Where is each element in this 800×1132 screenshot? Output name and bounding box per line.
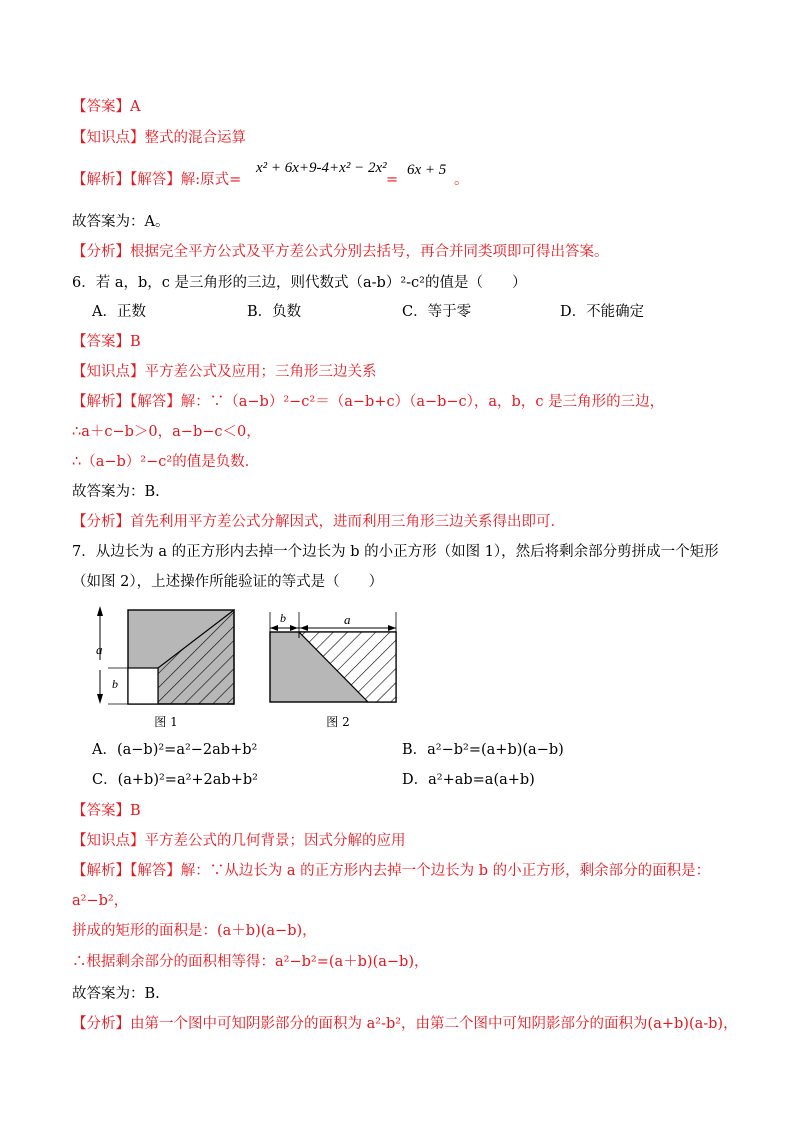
q7-knowledge-point xyxy=(72,831,406,851)
q6-option-b[interactable]: B．负数 xyxy=(247,304,302,320)
fig2-label-a: a xyxy=(344,612,351,627)
analysis-tag: 【解析】【解答】 xyxy=(72,394,181,410)
q5-knowledge-point xyxy=(72,128,246,148)
q5-expression-end: 。 xyxy=(454,172,469,188)
q6-option-d[interactable]: D．不能确定 xyxy=(560,304,645,320)
fig2-label-b: b xyxy=(280,611,286,625)
summary-text: 首先利用平方差公式分解因式，进而利用三角形三边关系得出即可． xyxy=(130,514,565,530)
fig1-arrow-down xyxy=(97,694,103,704)
q7-stem-line-2: （如图 2），上述操作所能验证的等式是（ ） xyxy=(72,574,384,590)
q6-answer xyxy=(72,332,141,352)
q6-analysis xyxy=(72,392,664,412)
q7-conclusion: 故答案为：B. xyxy=(72,986,160,1002)
q5-analysis xyxy=(72,170,241,190)
fig1-caption: 图 1 xyxy=(154,715,178,729)
q7-analysis-line-2: a²−b²， xyxy=(72,893,129,909)
q6-stem: 6．若 a，b，c 是三角形的三边，则代数式（a-b）²-c²的值是（ ） xyxy=(72,275,527,291)
analysis-text: 解：∵从边长为 a 的正方形内去掉一个边长为 b 的小正方形，剩余部分的面积是： xyxy=(180,863,711,879)
q6-analysis-line-2: ∴a＋c−b＞0，a−b−c＜0， xyxy=(72,424,261,440)
summary-text: 由第一个图中可知阴影部分的面积为 a²-b²，由第二个图中可知阴影部分的面积为(a+b)(a-b)， xyxy=(130,1016,738,1032)
fig1-label-a: a xyxy=(96,642,103,657)
knowledge-tag: 【知识点】 xyxy=(72,130,145,146)
summary-tag: 【分析】 xyxy=(72,514,130,530)
q6-option-c[interactable]: C．等于零 xyxy=(402,304,472,320)
q5-expression-equals: = xyxy=(386,172,399,188)
q7-summary xyxy=(72,1014,738,1034)
q6-option-a[interactable]: A．正数 xyxy=(92,304,146,320)
q6-analysis-line-3: ∴（a−b）²−c²的值是负数． xyxy=(72,454,260,470)
q7-option-d[interactable]: D．a²+ab=a(a+b) xyxy=(402,772,535,788)
q6-conclusion: 故答案为：B. xyxy=(72,484,160,500)
q5-answer xyxy=(72,97,140,117)
fig2-arrow-b-right xyxy=(290,625,298,631)
q6-summary xyxy=(72,512,565,532)
answer-value: A xyxy=(130,99,141,115)
q7-option-c[interactable]: C．(a+b)²=a²+2ab+b² xyxy=(92,772,258,788)
q7-figure-2 xyxy=(262,604,402,734)
knowledge-text: 平方差公式的几何背景；因式分解的应用 xyxy=(144,833,406,849)
fig2-caption: 图 2 xyxy=(326,715,350,729)
q5-expression xyxy=(256,158,387,178)
q7-analysis-line-3: 拼成的矩形的面积是：(a＋b)(a−b)， xyxy=(72,923,317,939)
analysis-lead: 解:原式= xyxy=(180,172,242,188)
fig2-arrow-right xyxy=(388,625,396,631)
q7-analysis xyxy=(72,861,710,881)
answer-value: B xyxy=(130,334,141,350)
answer-value: B xyxy=(130,803,141,819)
summary-text: 根据完全平方公式及平方差公式分别去括号，再合并同类项即可得出答案。 xyxy=(130,244,609,260)
summary-tag: 【分析】 xyxy=(72,244,130,260)
q7-analysis-line-4: ∴根据剩余部分的面积相等得：a²−b²=(a＋b)(a−b)， xyxy=(72,954,429,970)
q7-figure-1 xyxy=(86,604,236,734)
summary-tag: 【分析】 xyxy=(72,1016,130,1032)
q7-option-a[interactable]: A．(a−b)²=a²−2ab+b² xyxy=(92,742,258,758)
answer-tag: 【答案】 xyxy=(72,334,130,350)
q5-conclusion: 故答案为：A。 xyxy=(72,214,170,230)
fig2-arrow-a-left xyxy=(300,625,308,631)
expression-main: x² + 6x+9-4+x² − 2x² xyxy=(256,160,387,176)
q7-answer xyxy=(72,801,141,821)
answer-tag: 【答案】 xyxy=(72,803,130,819)
analysis-tag: 【解析】【解答】 xyxy=(72,172,181,188)
fig1-arrow-up xyxy=(97,606,103,616)
q7-option-b[interactable]: B．a²−b²=(a+b)(a−b) xyxy=(402,742,564,758)
q6-knowledge-point xyxy=(72,362,377,382)
answer-tag: 【答案】 xyxy=(72,99,130,115)
knowledge-tag: 【知识点】 xyxy=(72,364,145,380)
knowledge-tag: 【知识点】 xyxy=(72,833,145,849)
fig1-label-b: b xyxy=(112,677,118,691)
q5-expression-result: 6x + 5 xyxy=(407,162,447,178)
fig2-arrow-left xyxy=(270,625,278,631)
knowledge-text: 整式的混合运算 xyxy=(144,130,246,146)
analysis-tag: 【解析】【解答】 xyxy=(72,863,181,879)
fig1-small-square xyxy=(128,668,158,704)
knowledge-text: 平方差公式及应用；三角形三边关系 xyxy=(144,364,377,380)
analysis-text: 解：∵（a−b）²−c²＝（a−b+c）（a−b−c），a，b，c 是三角形的三边， xyxy=(180,394,665,410)
q5-summary xyxy=(72,242,609,262)
q7-stem-line-1: 7．从边长为 a 的正方形内去掉一个边长为 b 的小正方形（如图 1），然后将剩余部分剪拼成一个矩形 xyxy=(72,544,719,560)
